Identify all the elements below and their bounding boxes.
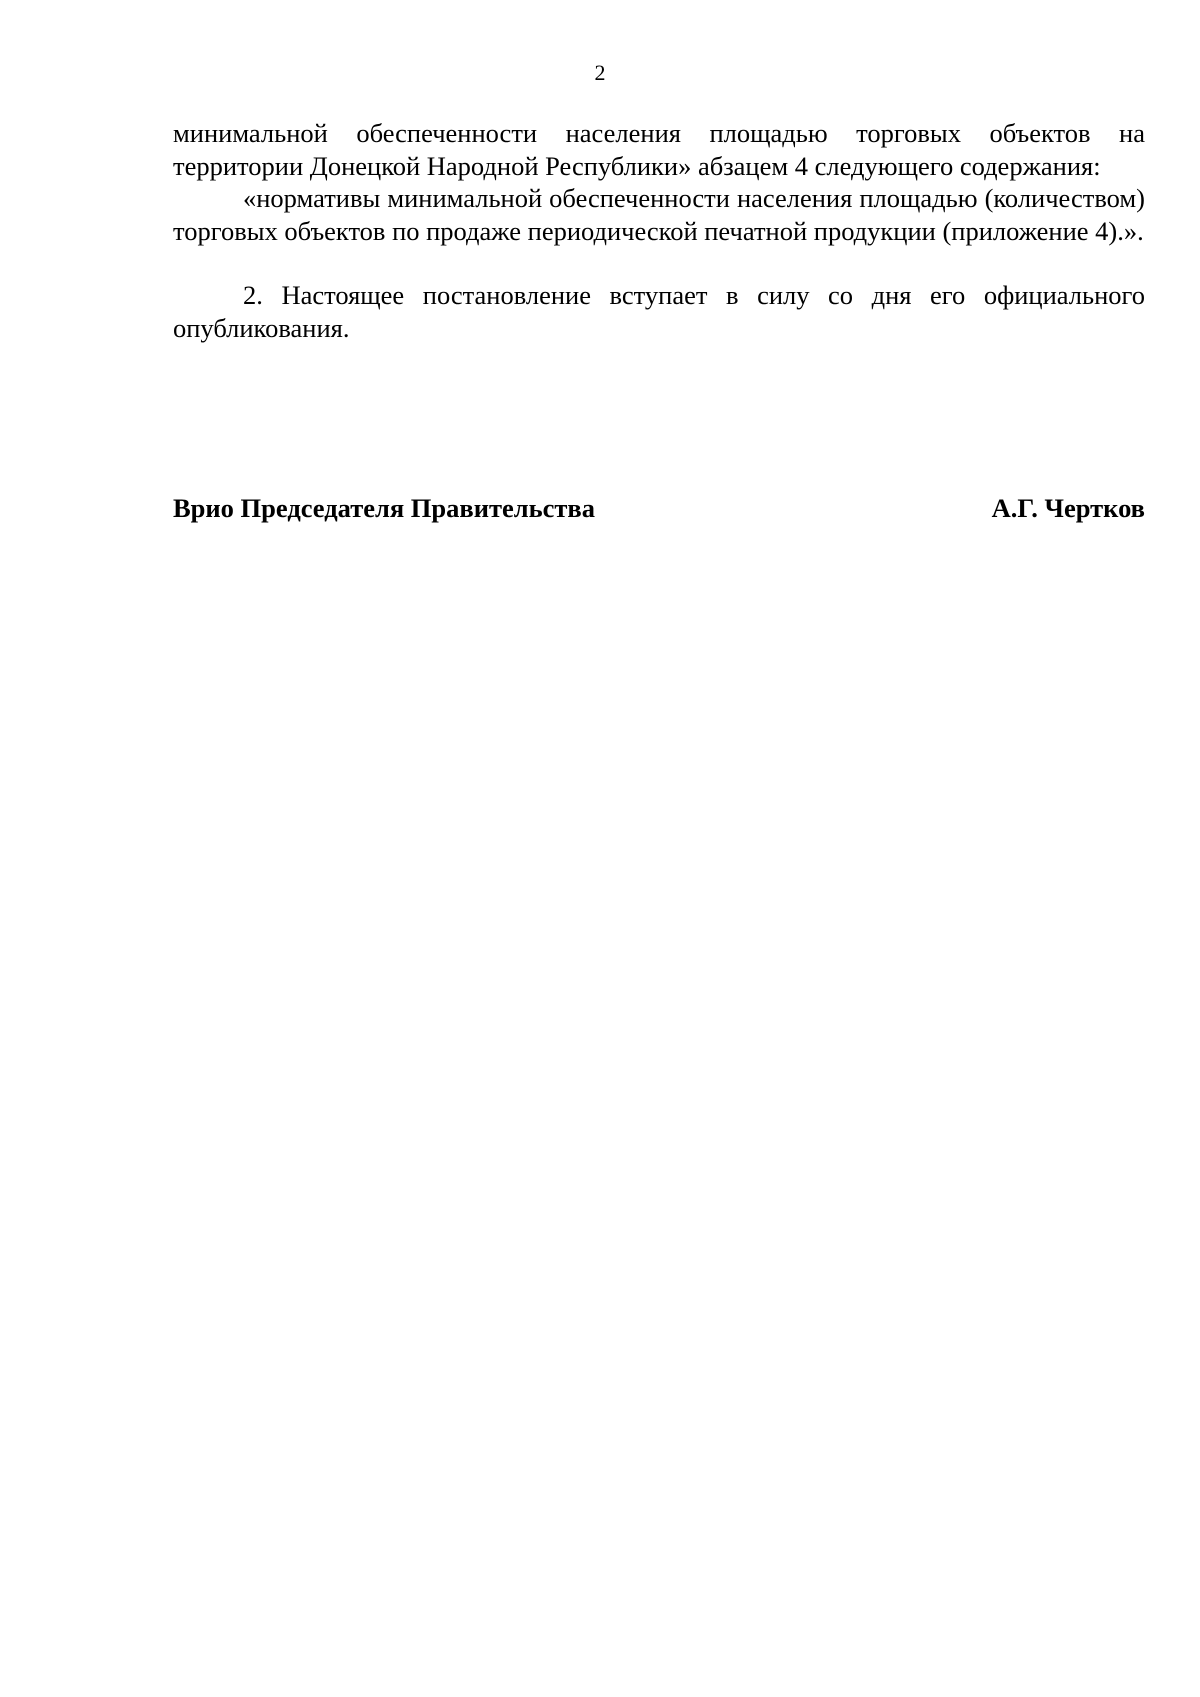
- signatory-position: Врио Председателя Правительства: [173, 493, 595, 523]
- paragraph-continuation: минимальной обеспеченности населения площадью торговых объектов на территории Донецкой Народной Республики» абзацем 4 следующего содержания:: [173, 118, 1145, 181]
- paragraph-quoted-amendment: «нормативы минимальной обеспеченности населения площадью (количеством) торговых объектов по продаже периодической печатной продукции (приложение 4).».: [173, 183, 1145, 246]
- signatory-name: А.Г. Чертков: [991, 493, 1145, 523]
- page-number: 2: [594, 60, 606, 85]
- document-body: [173, 117, 1145, 344]
- signature-block: [173, 492, 1145, 524]
- paragraph-effective-date: 2. Настоящее постановление вступает в силу со дня его официального опубликования.: [173, 280, 1145, 343]
